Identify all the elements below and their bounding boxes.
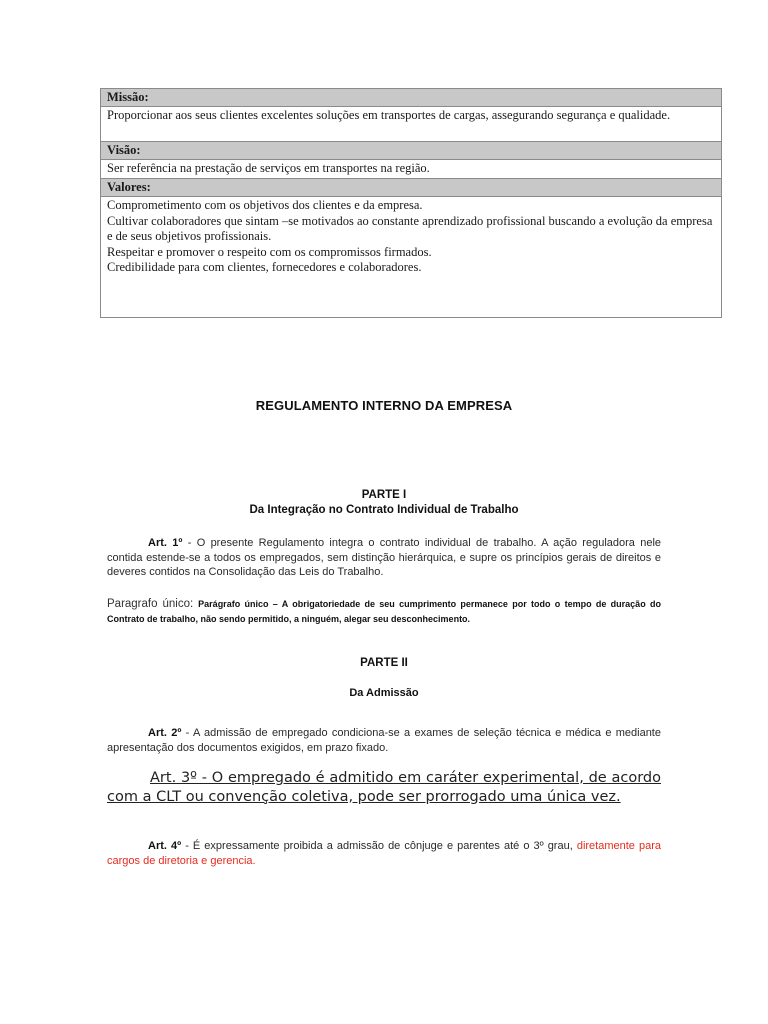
article-1	[107, 536, 661, 580]
valores-header: Valores:	[101, 178, 721, 197]
missao-text: Proporcionar aos seus clientes excelentes soluções em transportes de cargas, assegurando segurança e qualidade.	[107, 108, 671, 122]
article-4-highlight-text: diretamente para cargos de diretoria e gerencia.	[107, 840, 661, 867]
missao-body	[101, 107, 721, 141]
valores-item: Comprometimento com os objetivos dos clientes e da empresa.	[107, 198, 423, 212]
parte1-subheading: Da Integração no Contrato Individual de Trabalho	[249, 504, 519, 516]
valores-item: Respeitar e promover o respeito com os compromissos firmados.	[107, 244, 432, 259]
article-1-label: Art. 1º	[148, 537, 183, 549]
missao-header: Missão:	[101, 89, 721, 107]
article-3-text: Art. 3º - O empregado é admitido em caráter experimental, de acordo com a CLT ou convenção coletiva, pode ser prorrogado uma única vez.	[107, 770, 661, 805]
article-4-label: Art. 4º	[148, 840, 182, 852]
parte1-heading: PARTE I	[361, 489, 407, 501]
article-4	[107, 839, 661, 868]
paragrafo-unico	[107, 597, 661, 626]
paragrafo-unico-text: Parágrafo único – A obrigatoriedade de seu cumprimento permanece por todo o tempo de duração do Contrato de trabalho, não sendo permitido, a ninguém, alegar seu desconhecimento.	[107, 599, 661, 624]
parte2-subheading: Da Admissão	[349, 687, 419, 699]
parte2-heading: PARTE II	[360, 657, 408, 669]
visao-text: Ser referência na prestação de serviços em transportes na região.	[107, 161, 430, 175]
article-1-text: - O presente Regulamento integra o contrato individual de trabalho. A ação reguladora nele contida estende-se a todos os empregados, sem distinção hierárquica, e supre os princípios gerais de direitos e deveres contidos na Consolidação das Leis do Trabalho.	[107, 537, 662, 578]
article-4-text: - É expressamente proibida a admissão de cônjuge e parentes até o 3º grau,	[181, 840, 577, 852]
article-2-text: - A admissão de empregado condiciona-se a exames de seleção técnica e médica e mediante apresentação dos documentos exigidos, em prazo fixado.	[107, 727, 661, 754]
mission-vision-values-table	[100, 88, 722, 318]
paragrafo-unico-label: Paragrafo único:	[107, 598, 199, 610]
valores-body	[101, 197, 721, 277]
article-3	[107, 769, 661, 806]
visao-body	[101, 160, 721, 178]
visao-header: Visão:	[101, 141, 721, 160]
valores-item: Credibilidade para com clientes, fornecedores e colaboradores.	[107, 260, 422, 274]
valores-item: Cultivar colaboradores que sintam –se motivados ao constante aprendizado profissional buscando a evolução da empresa e de seus objetivos profissionais.	[107, 213, 713, 243]
document-title: REGULAMENTO INTERNO DA EMPRESA	[255, 398, 513, 413]
article-2	[107, 726, 661, 755]
article-2-label: Art. 2º	[148, 727, 182, 739]
